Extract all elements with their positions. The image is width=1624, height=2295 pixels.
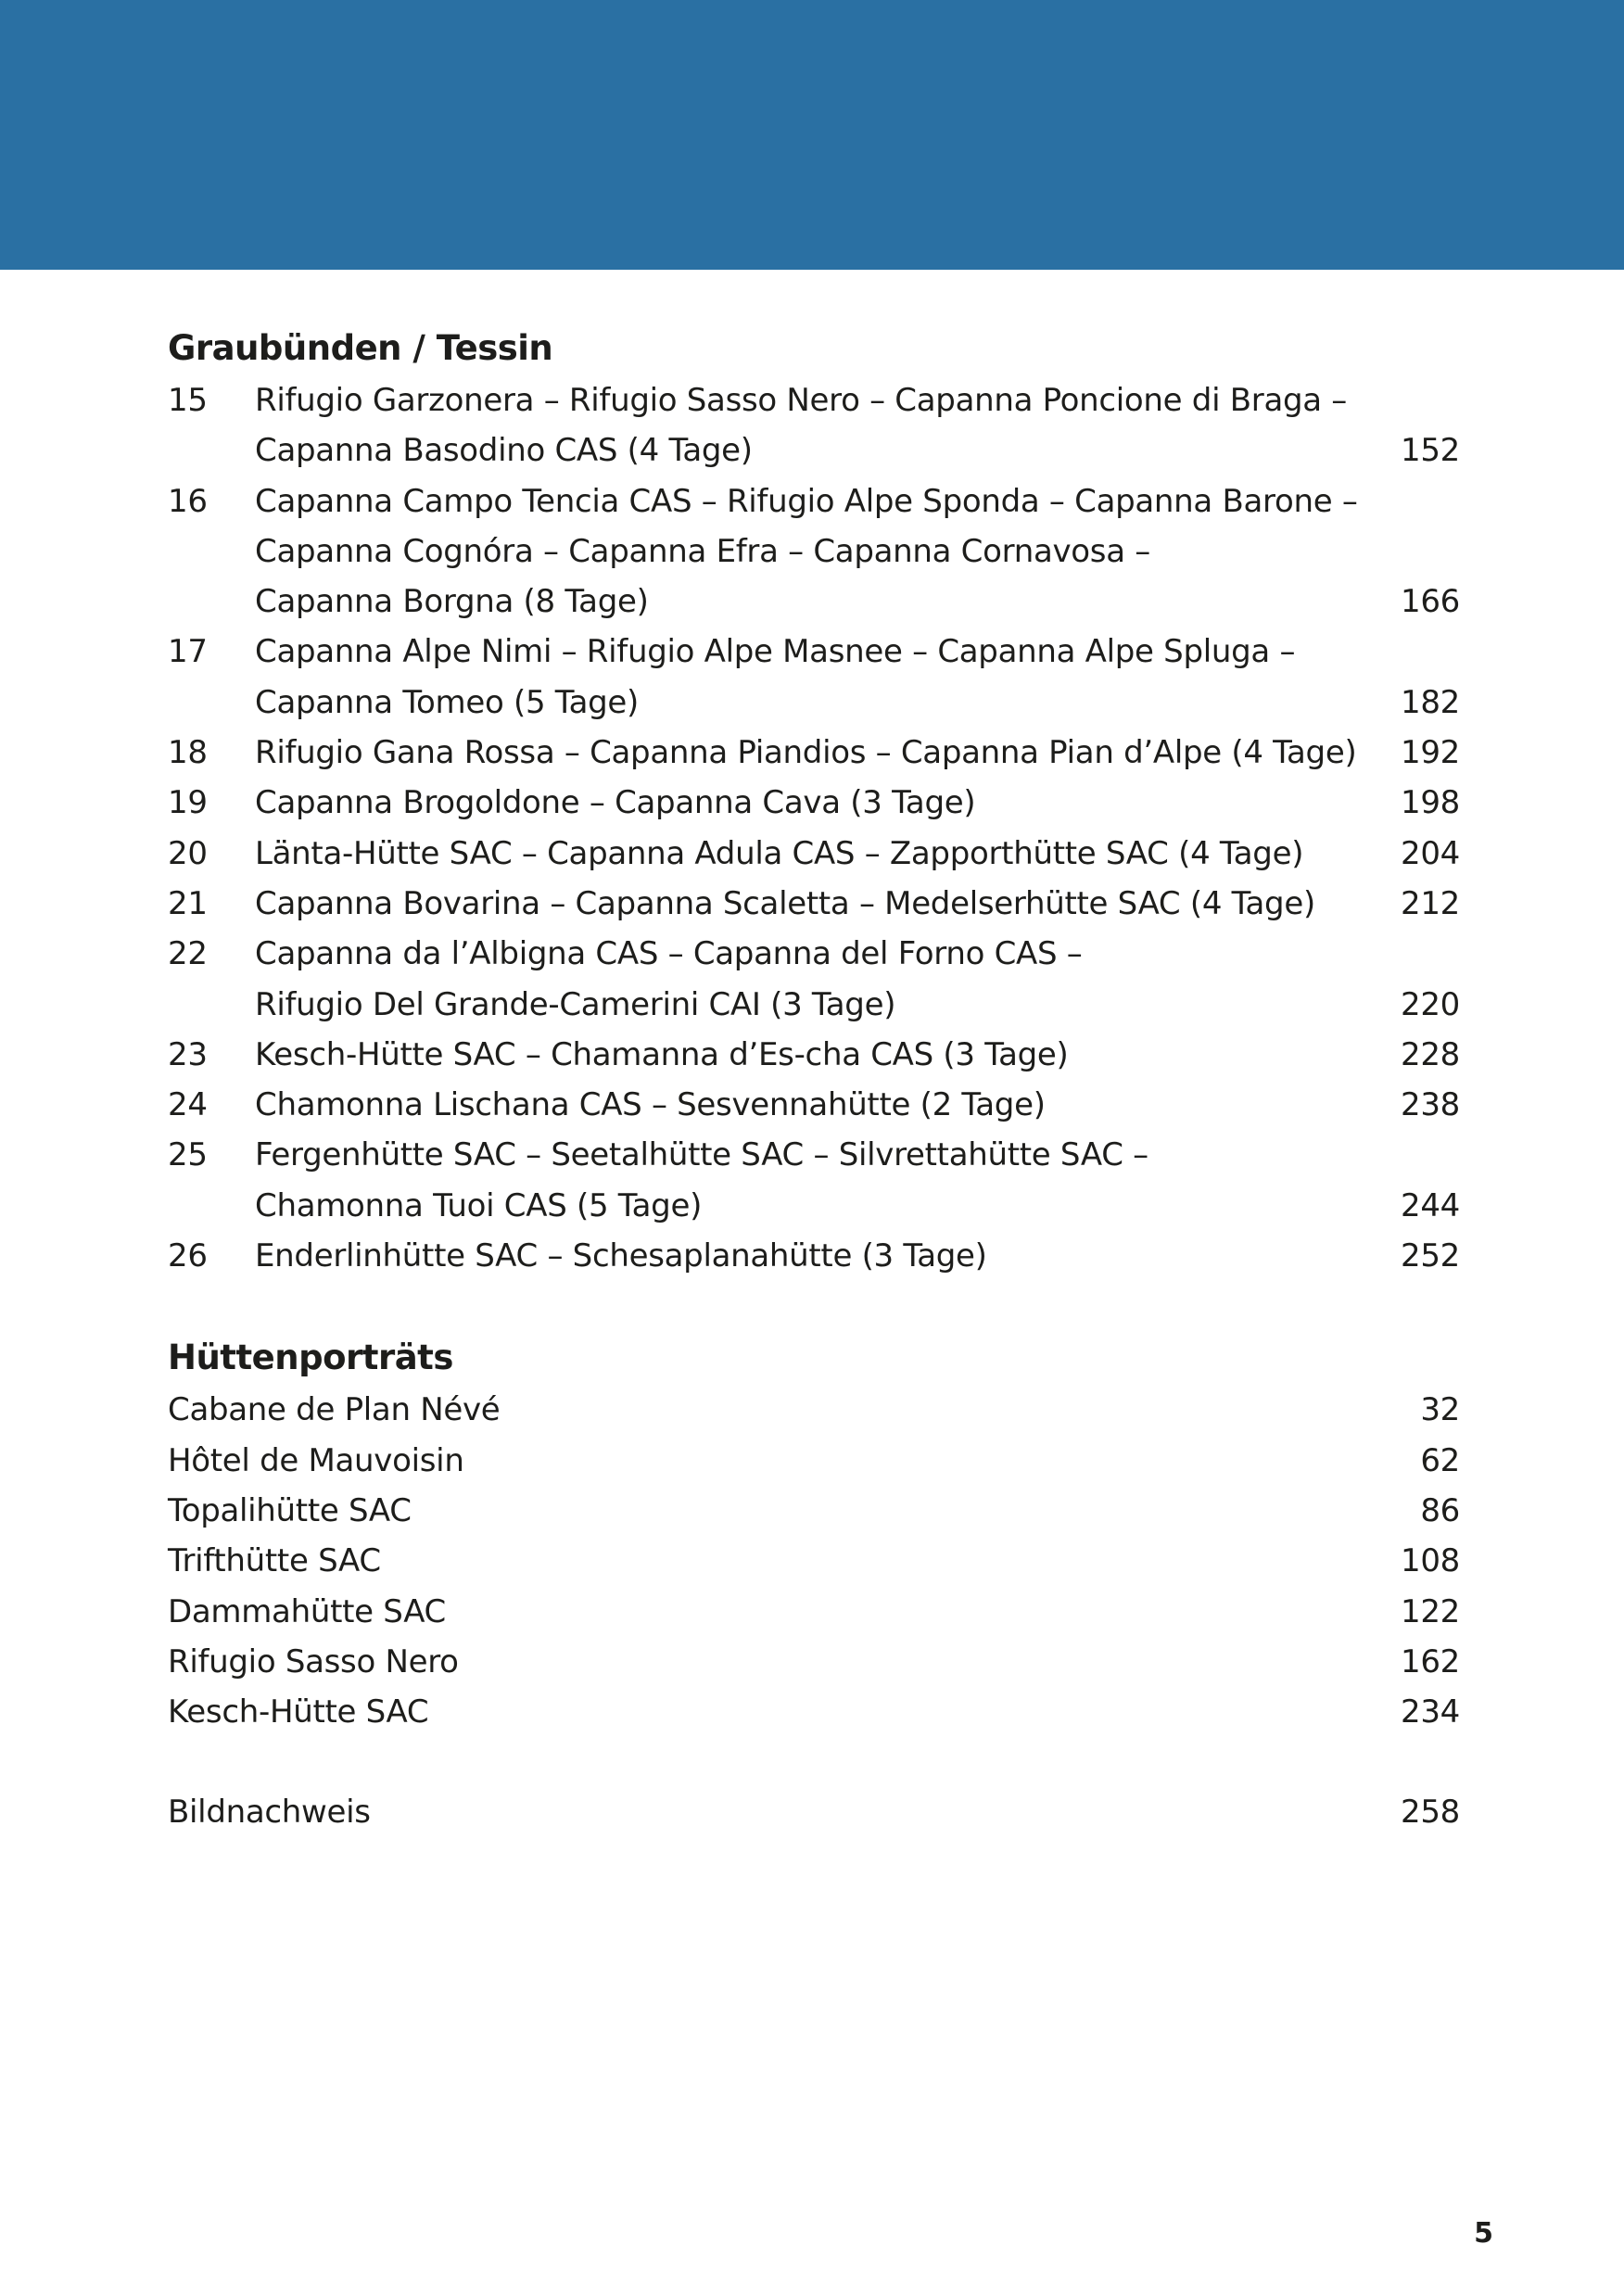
toc-entry-title: Rifugio Sasso Nero (168, 1642, 459, 1680)
toc-entry-page: 32 (1420, 1391, 1460, 1429)
toc-entry-page: 238 (1401, 1086, 1460, 1124)
header-band (0, 0, 1624, 270)
toc-entry-page: 162 (1401, 1642, 1460, 1680)
toc-entry-number: 18 (168, 734, 208, 772)
toc-entry-page: 204 (1401, 834, 1460, 872)
toc-entry-title: Rifugio Del Grande-Camerini CAI (3 Tage) (255, 985, 896, 1023)
toc-entry-page: 192 (1401, 734, 1460, 772)
toc-entry-title: Enderlinhütte SAC – Schesaplanahütte (3 Tage) (255, 1237, 987, 1275)
toc-entry-page: 258 (1401, 1794, 1460, 1832)
toc-entry-page: 152 (1401, 432, 1460, 470)
toc-entry[interactable] (168, 1436, 1460, 1486)
toc-entry-number: 19 (168, 784, 208, 822)
toc-entry-continuation[interactable] (168, 980, 1460, 1030)
table-of-contents (168, 322, 1460, 1838)
toc-entry-page: 212 (1401, 884, 1460, 922)
toc-entry[interactable] (168, 1385, 1460, 1435)
toc-entry-title: Capanna Alpe Nimi – Rifugio Alpe Masnee – Capanna Alpe Spluga – (255, 633, 1296, 671)
toc-entry[interactable] (168, 1536, 1460, 1586)
toc-entry-title: Trifthütte SAC (168, 1542, 381, 1580)
toc-entry-title: Capanna Tomeo (5 Tage) (255, 683, 640, 721)
toc-entry-title: Capanna Basodino CAS (4 Tage) (255, 432, 753, 470)
toc-entry[interactable] (168, 627, 1460, 677)
toc-entry-number: 15 (168, 382, 208, 419)
toc-entry-continuation[interactable] (168, 526, 1460, 577)
toc-entry[interactable] (168, 829, 1460, 879)
toc-entry[interactable] (168, 1687, 1460, 1737)
toc-entry-title: Capanna Borgna (8 Tage) (255, 583, 649, 621)
toc-entry-title: Kesch-Hütte SAC – Chamanna d’Es-cha CAS (3 Tage) (255, 1035, 1069, 1073)
toc-entry-page: 244 (1401, 1186, 1460, 1224)
toc-entry-title: Länta-Hütte SAC – Capanna Adula CAS – Zapporthütte SAC (4 Tage) (255, 834, 1304, 872)
toc-entry-title: Chamonna Lischana CAS – Sesvennahütte (2 Tage) (255, 1086, 1046, 1124)
toc-entry-number: 25 (168, 1136, 208, 1174)
section-gap (168, 1281, 1460, 1331)
toc-entry[interactable] (168, 476, 1460, 526)
toc-entry-number: 26 (168, 1237, 208, 1275)
section-gap (168, 1737, 1460, 1787)
toc-entry-continuation[interactable] (168, 425, 1460, 475)
toc-entry-number: 23 (168, 1035, 208, 1073)
toc-entry-title: Capanna Campo Tencia CAS – Rifugio Alpe Sponda – Capanna Barone – (255, 482, 1358, 520)
toc-entry[interactable] (168, 375, 1460, 425)
toc-entry[interactable] (168, 728, 1460, 778)
toc-entry-page: 182 (1401, 683, 1460, 721)
toc-entry-title: Cabane de Plan Névé (168, 1391, 501, 1429)
toc-entry[interactable] (168, 1080, 1460, 1130)
toc-entry-number: 16 (168, 482, 208, 520)
toc-entry[interactable] (168, 1587, 1460, 1637)
toc-entry-page: 166 (1401, 583, 1460, 621)
page-number: 5 (1474, 2217, 1493, 2250)
toc-entry[interactable] (168, 929, 1460, 979)
toc-entry-title: Capanna Bovarina – Capanna Scaletta – Medelserhütte SAC (4 Tage) (255, 884, 1315, 922)
toc-entry-continuation[interactable] (168, 577, 1460, 627)
toc-entry-number: 17 (168, 633, 208, 671)
toc-entry-title: Fergenhütte SAC – Seetalhütte SAC – Silvrettahütte SAC – (255, 1136, 1148, 1174)
toc-entry-number: 21 (168, 884, 208, 922)
toc-entry-page: 252 (1401, 1237, 1460, 1275)
toc-entry-title: Capanna da l’Albigna CAS – Capanna del Forno CAS – (255, 935, 1083, 973)
toc-entry-title: Topalihütte SAC (168, 1491, 412, 1529)
toc-entry-page: 220 (1401, 985, 1460, 1023)
toc-entry-title: Hôtel de Mauvoisin (168, 1441, 464, 1479)
toc-entry[interactable] (168, 879, 1460, 929)
toc-entry-title: Kesch-Hütte SAC (168, 1693, 429, 1731)
toc-entry-page: 228 (1401, 1035, 1460, 1073)
section-title-graubuenden-tessin: Graubünden / Tessin (168, 328, 553, 368)
toc-entry-page: 198 (1401, 784, 1460, 822)
toc-entry-title: Capanna Cognóra – Capanna Efra – Capanna Cornavosa – (255, 532, 1150, 570)
section-huettenportraets-list (168, 1385, 1460, 1737)
section-graubuenden-tessin-list (168, 375, 1460, 1281)
toc-entry[interactable] (168, 1130, 1460, 1180)
toc-entry-page: 86 (1420, 1491, 1460, 1529)
toc-entry-title: Chamonna Tuoi CAS (5 Tage) (255, 1186, 703, 1224)
toc-entry-page: 234 (1401, 1693, 1460, 1731)
toc-entry-number: 24 (168, 1086, 208, 1124)
toc-entry-number: 20 (168, 834, 208, 872)
toc-entry[interactable] (168, 778, 1460, 828)
toc-entry-continuation[interactable] (168, 1181, 1460, 1231)
toc-entry-title: Rifugio Garzonera – Rifugio Sasso Nero – Capanna Poncione di Braga – (255, 382, 1348, 419)
toc-entry-bildnachweis[interactable] (168, 1787, 1460, 1837)
toc-entry[interactable] (168, 1231, 1460, 1281)
section-title-huettenportraets: Hüttenporträts (168, 1338, 453, 1378)
toc-entry-page: 108 (1401, 1542, 1460, 1580)
toc-entry-continuation[interactable] (168, 678, 1460, 728)
toc-entry[interactable] (168, 1030, 1460, 1080)
toc-entry-number: 22 (168, 935, 208, 973)
toc-entry[interactable] (168, 1637, 1460, 1687)
toc-entry-page: 62 (1420, 1441, 1460, 1479)
toc-entry-title: Dammahütte SAC (168, 1592, 446, 1630)
toc-entry-page: 122 (1401, 1592, 1460, 1630)
toc-entry-title: Rifugio Gana Rossa – Capanna Piandios – Capanna Pian d’Alpe (4 Tage) (255, 734, 1357, 772)
toc-entry[interactable] (168, 1486, 1460, 1536)
toc-entry-title: Bildnachweis (168, 1794, 371, 1832)
toc-entry-title: Capanna Brogoldone – Capanna Cava (3 Tage) (255, 784, 976, 822)
